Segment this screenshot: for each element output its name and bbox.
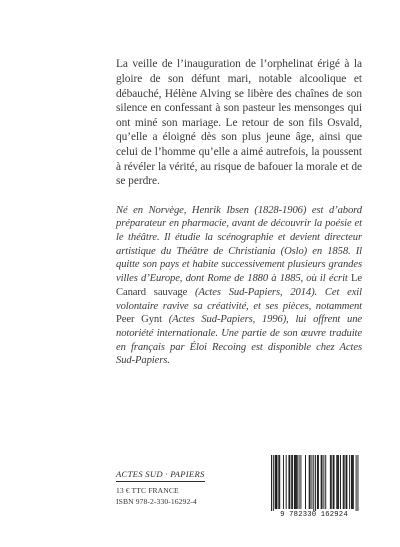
barcode-bar: [286, 455, 287, 509]
barcode-bar: [349, 455, 350, 509]
barcode-bar: [352, 455, 353, 509]
barcode-bar: [273, 455, 274, 511]
barcode-bar: [346, 455, 347, 509]
barcode-number: 9 782330 162924: [280, 511, 348, 519]
bio-text-3: (Actes Sud-Papiers, 1996), lui offrent une notoriété internationale. Une partie de son œuvre traduite en français par Éloi Recoing est disponible chez Actes Sud-Papiers.: [116, 314, 362, 367]
barcode-bar: [277, 455, 278, 509]
barcode-bar: [353, 455, 354, 509]
isbn-label: ISBN 978-2-330-16292-4: [116, 496, 197, 506]
barcode-bar: [331, 455, 332, 509]
price-label: 13 € TTC FRANCE: [116, 486, 179, 495]
barcode-bar: [351, 455, 352, 509]
barcode-bar: [346, 455, 347, 509]
barcode-bar: [336, 455, 337, 509]
barcode-bar: [318, 455, 319, 509]
publisher-footer: [116, 464, 256, 507]
barcode-bar: [317, 455, 318, 509]
barcode-bar: [294, 455, 295, 509]
barcode-bar: [283, 455, 284, 509]
book-title-canard-sauvage: Le Canard sauvage: [116, 273, 362, 298]
barcode-bar: [289, 455, 290, 509]
barcode-bar: [344, 455, 345, 509]
barcode-bar: [288, 455, 289, 509]
barcode-bar: [276, 455, 277, 509]
barcode-bar: [321, 455, 322, 509]
barcode-bar: [279, 455, 280, 509]
barcode-bar: [322, 455, 323, 509]
barcode-bars: [265, 455, 363, 511]
barcode-bar: [325, 455, 326, 509]
barcode-bar: [275, 455, 276, 509]
barcode-bar: [330, 455, 331, 509]
barcode-bar: [271, 455, 272, 511]
barcode-bar: [338, 455, 339, 509]
barcode-bar: [333, 455, 334, 509]
barcode-bar: [310, 455, 311, 509]
book-title-peer-gynt: Peer Gynt: [116, 314, 162, 326]
barcode-bar: [292, 455, 293, 509]
bio-text-1: Né en Norvège, Henrik Ibsen (1828-1906) est d’abord préparateur en pharmacie, avant de découvrir la poésie et le théâtre. Il étudie la scénographie et devient directeur artistique du Théâtre de Christiania (Oslo) en 1858. Il quitte son pays et habite successivement plusieurs grandes villes d’Europe, dont Rome de 1880 à 1885, où il écrit: [116, 204, 362, 285]
barcode-bar: [305, 455, 306, 509]
barcode-bar: [337, 455, 338, 509]
barcode-bar: [313, 455, 314, 511]
barcode-bar: [356, 455, 357, 511]
barcode-bar: [340, 455, 341, 509]
barcode-bar: [296, 455, 297, 509]
publisher-logo: ACTES SUD · PAPIERS: [116, 469, 205, 482]
barcode-bar: [299, 455, 300, 509]
ean-barcode: [265, 455, 363, 521]
barcode-bar: [300, 455, 301, 509]
barcode-bar: [357, 455, 358, 511]
bio-text-2: (Actes Sud-Papiers, 2014). Cet exil volontaire ravive sa créativité, et ses pièces, notamment: [116, 286, 362, 312]
barcode-bar: [291, 455, 292, 509]
barcode-bar: [311, 455, 312, 509]
barcode-bar: [278, 455, 279, 509]
barcode-bar: [295, 455, 296, 509]
back-cover-summary: La veille de l’inauguration de l’orphelinat érigé à la gloire de son défunt mari, notable alcoolique et débauché, Hélène Alving se libère des chaînes de son silence en confessant à son pasteur les mensonges qui ont miné son mariage. Le retour de son fils Osvald, qu’elle a éloigné dès son plus jeune âge, ainsi que celui de l’homme qu’elle a aimé autrefois, la poussent à révéler la vérité, au risque de bafouer la morale et de se perdre.: [116, 58, 362, 188]
barcode-bar: [315, 455, 316, 511]
barcode-bar: [297, 455, 298, 509]
barcode-bar: [334, 455, 335, 509]
author-biography: [116, 204, 362, 368]
barcode-bar: [309, 455, 310, 509]
barcode-bar: [343, 455, 344, 509]
barcode-bar: [323, 455, 324, 509]
